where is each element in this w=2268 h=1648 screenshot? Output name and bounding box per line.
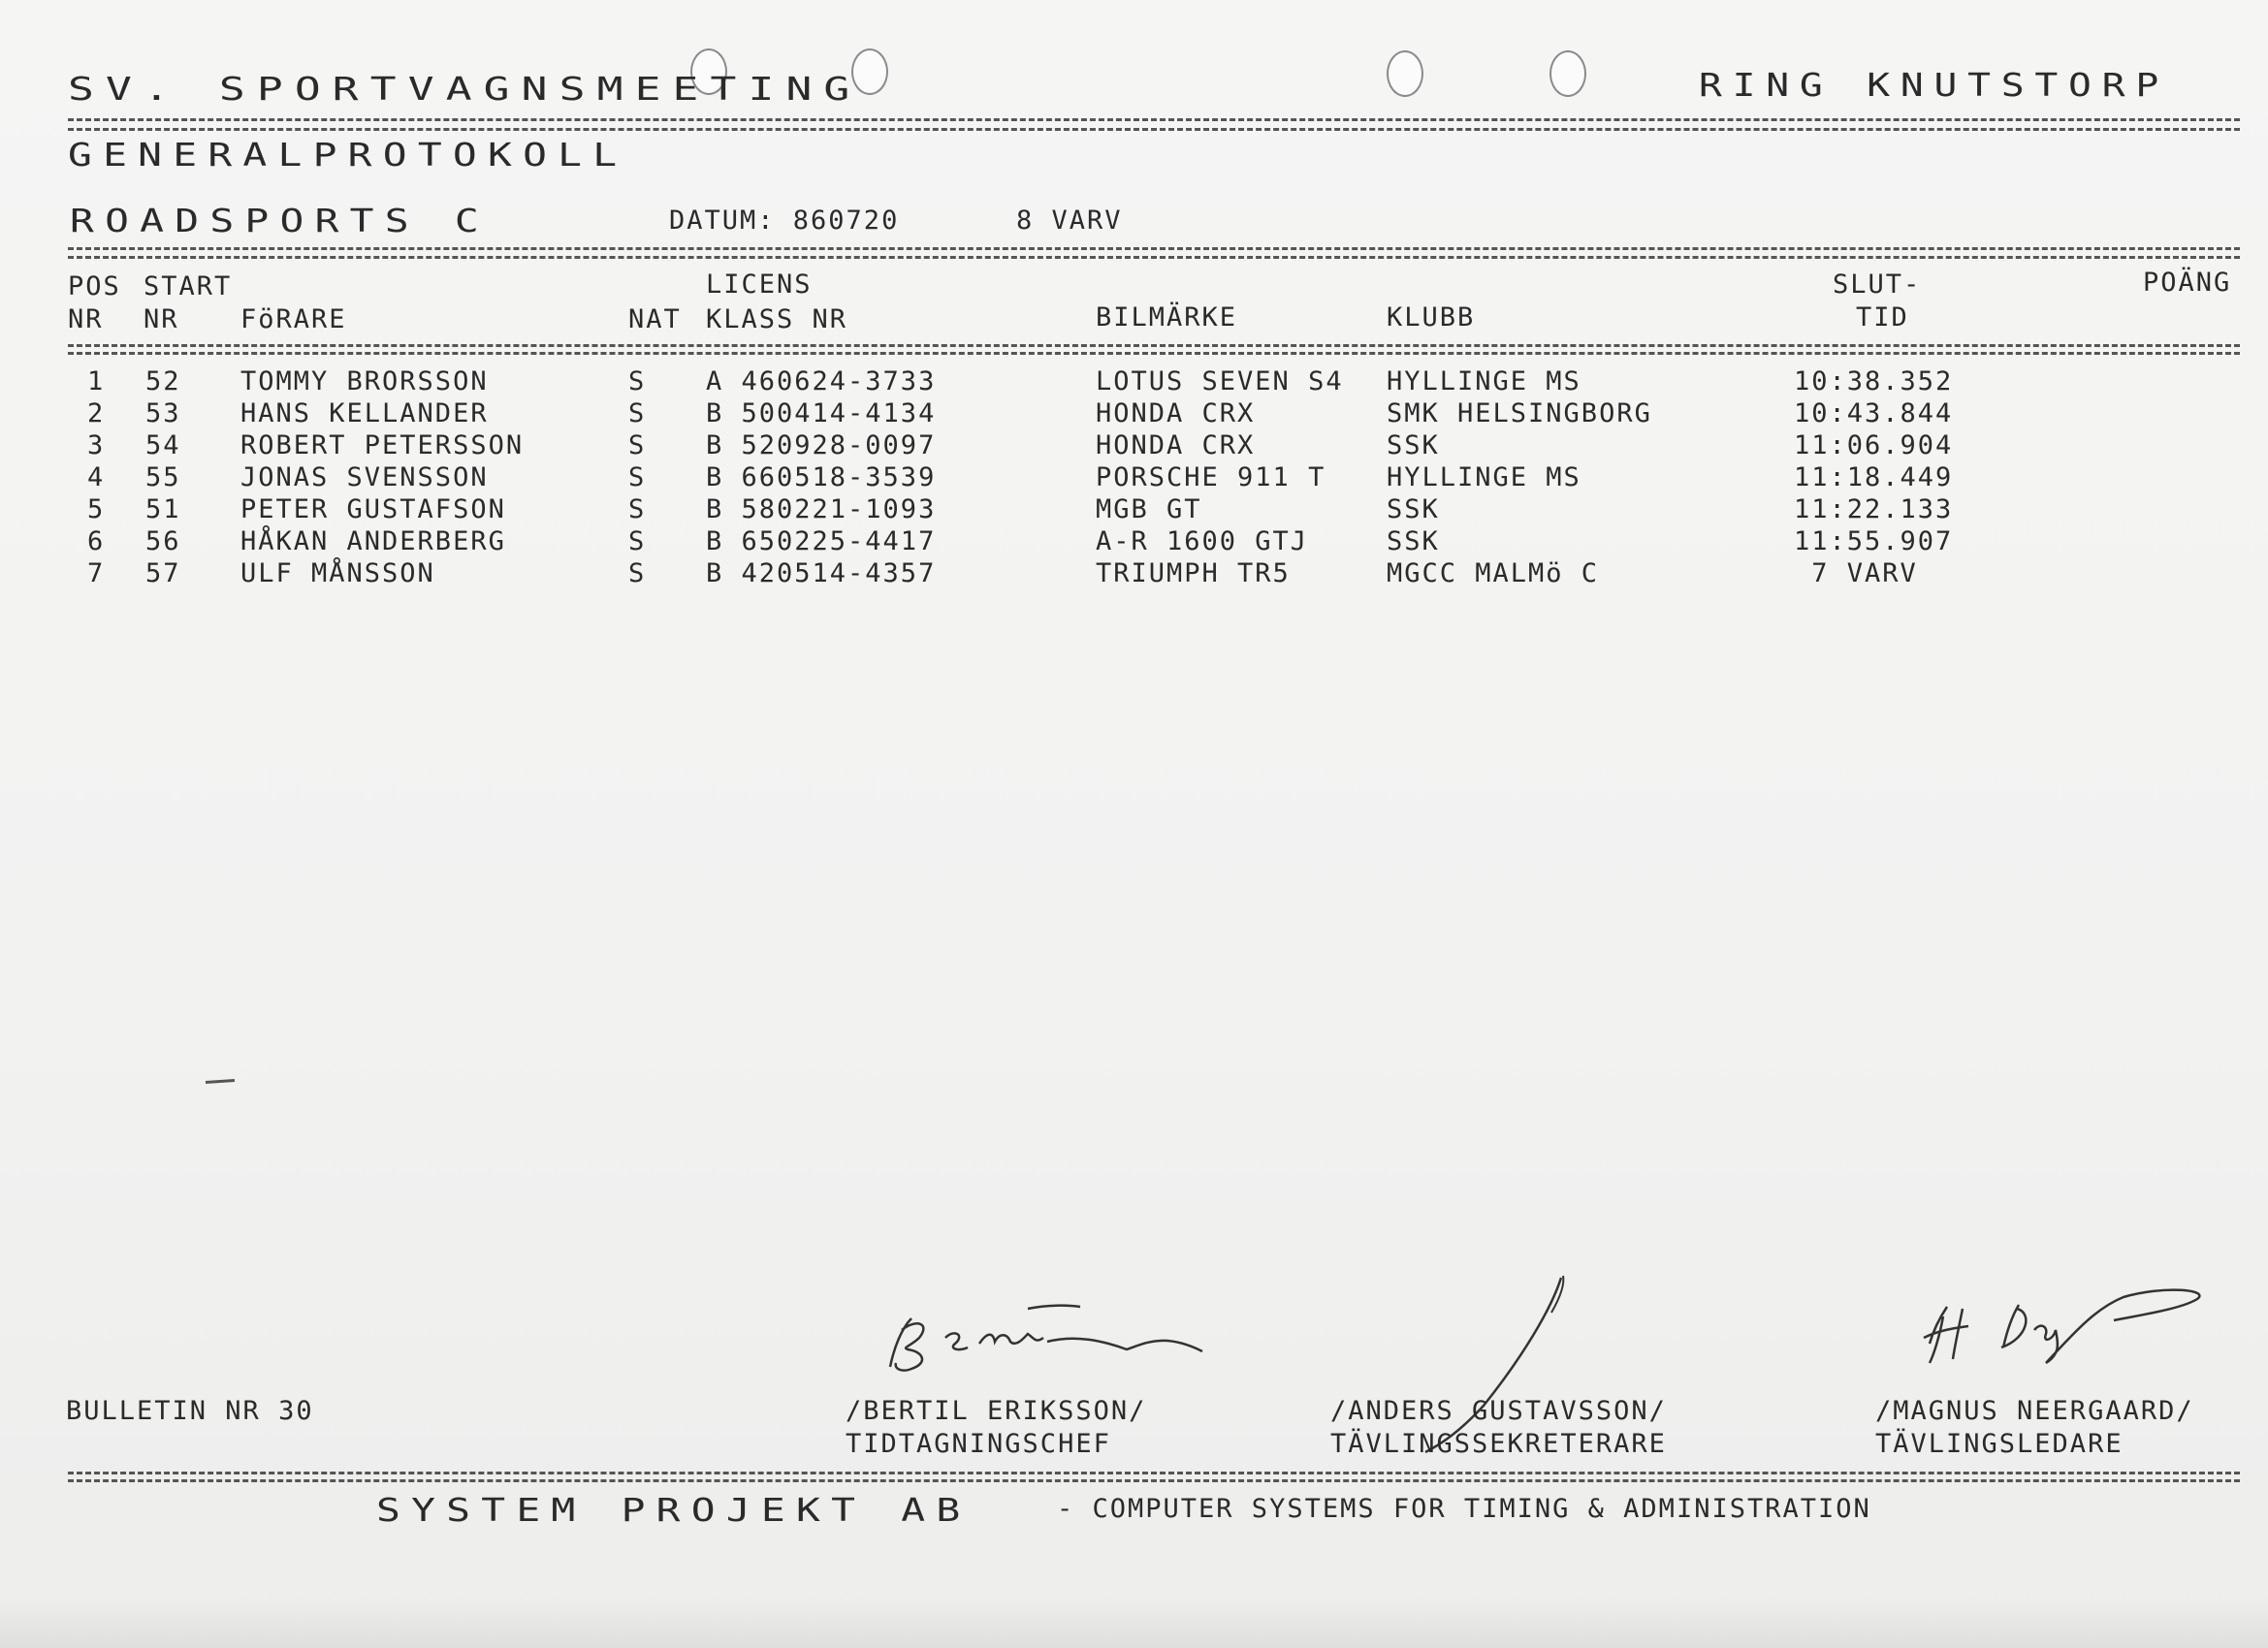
start-cell: 54 [145, 430, 181, 460]
nat-cell: S [628, 366, 647, 396]
start-cell: 55 [145, 462, 181, 492]
club-cell: MGCC MALMö C [1387, 558, 1600, 588]
paper-edge-shadow [0, 1600, 2268, 1648]
car-cell: PORSCHE 911 T [1096, 462, 1326, 492]
col-licence: LICENS [706, 269, 813, 300]
driver-cell: JONAS SVENSSON [240, 462, 489, 492]
col-licence-nr: KLASS NR [706, 304, 848, 334]
nat-cell: S [628, 494, 647, 524]
signatory-3-role: TÄVLINGSLEDARE [1875, 1429, 2124, 1459]
col-start: START [144, 271, 233, 301]
company-name: SYSTEM PROJEKT AB [376, 1491, 972, 1529]
punch-hole [1387, 50, 1423, 97]
pos-cell: 6 [87, 526, 106, 556]
club-cell: SSK [1387, 526, 1440, 556]
car-cell: HONDA CRX [1096, 430, 1256, 460]
car-cell: LOTUS SEVEN S4 [1096, 366, 1344, 396]
time-cell: 10:38.352 [1794, 366, 1954, 396]
club-cell: HYLLINGE MS [1387, 366, 1581, 396]
col-time: SLUT- [1833, 269, 1922, 300]
pos-cell: 7 [87, 558, 106, 588]
table-row [0, 398, 2268, 431]
start-cell: 57 [145, 558, 181, 588]
time-cell: 11:18.449 [1794, 462, 1954, 492]
nat-cell: S [628, 558, 647, 588]
nat-cell: S [628, 430, 647, 460]
table-row [0, 494, 2268, 527]
pos-cell: 5 [87, 494, 106, 524]
table-row [0, 462, 2268, 495]
col-car: BILMÄRKE [1096, 302, 1238, 333]
race-laps: 8 VARV [1016, 206, 1123, 236]
table-row [0, 558, 2268, 591]
divider [68, 118, 2240, 121]
pos-cell: 4 [87, 462, 106, 492]
race-date: DATUM: 860720 [669, 206, 900, 236]
club-cell: SMK HELSINGBORG [1387, 398, 1652, 428]
signature-magnus [1901, 1270, 2230, 1406]
divider [68, 1472, 2240, 1474]
table-row [0, 430, 2268, 463]
licence-cell: B 650225-4417 [706, 526, 937, 556]
divider [68, 344, 2240, 347]
divider [68, 352, 2240, 355]
licence-cell: B 580221-1093 [706, 494, 937, 524]
car-cell: HONDA CRX [1096, 398, 1256, 428]
col-pos-nr: NR [68, 304, 104, 334]
col-time-label: TID [1856, 302, 1909, 333]
start-cell: 52 [145, 366, 181, 396]
col-points: POÄNG [2143, 268, 2232, 298]
nat-cell: S [628, 462, 647, 492]
start-cell: 53 [145, 398, 181, 428]
signatory-1-name: /BERTIL ERIKSSON/ [846, 1396, 1147, 1426]
pos-cell: 2 [87, 398, 106, 428]
driver-cell: HANS KELLANDER [240, 398, 489, 428]
col-driver: FöRARE [240, 304, 347, 334]
bulletin-number: BULLETIN NR 30 [66, 1396, 314, 1426]
venue-title: RING KNUTSTORP [1699, 66, 2169, 104]
divider [68, 256, 2240, 259]
table-row [0, 526, 2268, 559]
col-nat: NAT [628, 304, 682, 334]
licence-cell: B 420514-4357 [706, 558, 937, 588]
nat-cell: S [628, 398, 647, 428]
car-cell: MGB GT [1096, 494, 1202, 524]
divider [68, 128, 2240, 131]
licence-cell: B 660518-3539 [706, 462, 937, 492]
driver-cell: TOMMY BRORSSON [240, 366, 489, 396]
time-cell: 11:06.904 [1794, 430, 1954, 460]
signatory-2-name: /ANDERS GUSTAVSSON/ [1330, 1396, 1667, 1426]
signatory-2-role: TÄVLINGSSEKRETERARE [1330, 1429, 1667, 1459]
time-cell: 11:55.907 [1794, 526, 1954, 556]
col-club: KLUBB [1387, 302, 1476, 333]
signature-bertil [873, 1280, 1222, 1386]
table-row [0, 366, 2268, 399]
col-pos: POS [68, 271, 121, 301]
start-cell: 51 [145, 494, 181, 524]
licence-cell: B 520928-0097 [706, 430, 937, 460]
driver-cell: ROBERT PETERSSON [240, 430, 525, 460]
company-tagline: - COMPUTER SYSTEMS FOR TIMING & ADMINISTRATION [1057, 1494, 1871, 1524]
class-title: ROADSPORTS C [70, 202, 491, 239]
signatory-1-role: TIDTAGNINGSCHEF [846, 1429, 1111, 1459]
licence-cell: B 500414-4134 [706, 398, 937, 428]
start-cell: 56 [145, 526, 181, 556]
time-cell: 11:22.133 [1794, 494, 1954, 524]
time-cell: 7 VARV [1794, 558, 1918, 588]
driver-cell: PETER GUSTAFSON [240, 494, 506, 524]
punch-hole [1549, 50, 1586, 97]
licence-cell: A 460624-3733 [706, 366, 937, 396]
time-cell: 10:43.844 [1794, 398, 1954, 428]
divider [68, 1479, 2240, 1482]
col-start-nr: NR [144, 304, 179, 334]
driver-cell: HÅKAN ANDERBERG [240, 526, 506, 556]
event-title: SV. SPORTVAGNSMEETING [68, 70, 862, 108]
nat-cell: S [628, 526, 647, 556]
driver-cell: ULF MÅNSSON [240, 558, 435, 588]
divider [68, 247, 2240, 250]
car-cell: TRIUMPH TR5 [1096, 558, 1291, 588]
pos-cell: 3 [87, 430, 106, 460]
club-cell: SSK [1387, 430, 1440, 460]
pos-cell: 1 [87, 366, 106, 396]
protocol-title: GENERALPROTOKOLL [68, 136, 628, 174]
club-cell: SSK [1387, 494, 1440, 524]
car-cell: A-R 1600 GTJ [1096, 526, 1309, 556]
stray-mark [206, 1079, 235, 1084]
signatory-3-name: /MAGNUS NEERGAARD/ [1875, 1396, 2194, 1426]
club-cell: HYLLINGE MS [1387, 462, 1581, 492]
